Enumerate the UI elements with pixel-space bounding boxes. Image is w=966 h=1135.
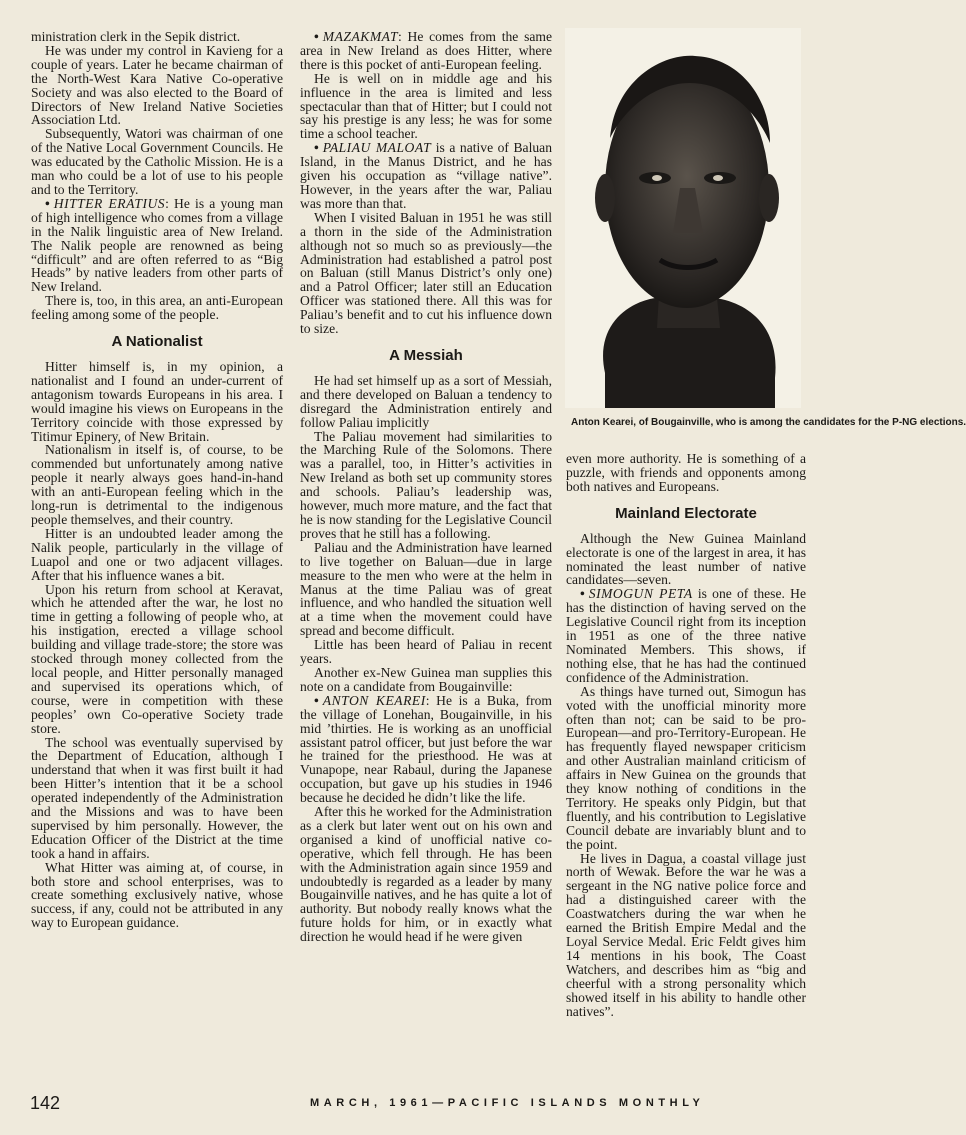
candidate-name: MAZAKMAT [322, 29, 399, 44]
paragraph: ministration clerk in the Sepik district. [31, 29, 241, 44]
running-head: MARCH, 1961—PACIFIC ISLANDS MONTHLY [310, 1097, 705, 1109]
candidate-name: HITTER ERATIUS [53, 195, 166, 211]
paragraph: Nationalism in itself is, of course, to be commended but unfortunately among native people it nearly always goes hand-in-hand with an anti-European feeling which in the long-run is detrimental to the indigenous people themselves, and their country. [31, 442, 283, 527]
paragraph-simogun-peta [566, 587, 806, 684]
paragraph: Another ex-New Guinea man supplies this note on a candidate from Bougainville: [300, 664, 552, 694]
portrait-photo [565, 28, 801, 408]
paragraph: He was under my control in Kavieng for a couple of years. Later he became chairman of the North-West Kara Native Co-operative Society and was also elected to the Board of Directors of New Ireland Native Societies Association Ltd. [31, 42, 283, 128]
page-footer [0, 1093, 801, 1117]
bullet-icon: • [314, 29, 319, 44]
paragraph: Although the New Guinea Mainland electorate is one of the largest in area, it has nominated the least number of native candidates—seven. [566, 530, 806, 588]
paragraph: What Hitter was aiming at, of course, in both store and school enterprises, was to create something exclusively native, whose success, if any, could not be attributed in any way to European guidance. [31, 859, 283, 931]
paragraph: He is well on in middle age and his influence in the area is limited and less spectacular than that of Hitter; but I could not say his prestige is any less; he was for some time a school teacher. [300, 70, 552, 142]
section-heading: A Messiah [389, 346, 463, 364]
portrait-image [565, 28, 801, 408]
candidate-text: : He is a Buka, from the village of Lonehan, Bougainville, in his mid ’thirties. He is working as an unofficial assistant patrol officer, but just before the war he trained for the priesthood. He was at Vunapope, near Rabaul, during the Japanese occupation, but gave up his studies in 1946 because he decided he didn’t like the life. [300, 692, 552, 806]
paragraph: Paliau and the Administration have learned to live together on Baluan—due in large measure to the men who were at the helm in Manus at the time Paliau was of great influence, and who handled the situation well at a time when the movement could have spread and become difficult. [300, 539, 552, 639]
paragraph: The Paliau movement had similarities to the Marching Rule of the Solomons. There was a parallel, too, in Hitter’s activities in New Ireland as both set up community stores and schools. Paliau’s leadership was, however, much more mature, and the fact that he is now standing for the Legislative Council proves that he still has a following. [300, 428, 552, 541]
paragraph: There is, too, in this area, an anti-European feeling among some of the people. [31, 293, 283, 323]
paragraph: The school was eventually supervised by the Department of Education, although I understand that when it was first built it had been Hitter’s intention that it be a school operated independently of the Administration and the Missions and was to have been supervised by him personally. However, the Education Officer of the District at the time took a hand in affairs. [31, 734, 283, 861]
paragraph: He lives in Dagua, a coastal village just north of Wewak. Before the war he was a sergeant in the NG native police force and had a distinguished career with the Coastwatchers during the war when he earned the British Empire Medal and the Loyal Service Medal. Eric Feldt gives him 14 mentions in his book, The Coast Watchers, and describes him as “big and cheerful with a strong personality which showed itself in his ability to handle other natives”. [566, 850, 806, 1019]
candidate-name: ANTON KEAREI [322, 692, 426, 708]
paragraph: When I visited Baluan in 1951 he was still a thorn in the side of the Administration although not so much so as previously—the Administration had established a patrol post on Baluan (still Manus District’s only one) and a Patrol Officer; later still an Education Officer was stationed there. All this was for Paliau’s benefit and to cut his influence down to size. [300, 209, 552, 337]
paragraph: Subsequently, Watori was chairman of one of the Native Local Government Councils. He was educated by the Catholic Mission. He is a man who could be a lot of use to his people and to the Territory. [31, 126, 283, 197]
section-heading: Mainland Electorate [615, 504, 757, 522]
column-right [566, 452, 806, 1018]
paragraph: Upon his return from school at Keravat, which he attended after the war, he lost no time in getting a following of people who, at his instigation, erected a village school building and village trade-store; the store was stocked through money collected from the local people, and Hitter personally managed and supervised its operations which, of course, were in competition with these peoples’ own Co-operative Society trade store. [31, 581, 283, 736]
candidate-text: : He comes from the same area in New Ireland as does Hitter, where there is this pocket of anti-European feeling. [300, 29, 552, 72]
candidate-text: is a native of Baluan Island, in the Manus District, and he has given his occupation as “village native”. However, in the years after the war, Paliau was more than that. [300, 140, 552, 211]
paragraph: Hitter himself is, in my opinion, a nationalist and I found an under-current of antagonism towards Europeans in his area. I would imagine his views on Europeans in the Territory coincide with those expressed by Titimur Epinery, of New Britain. [31, 359, 283, 444]
candidate-text: is one of these. He has the distinction of having served on the Legislative Council right from its inception in 1951 as one of the three native Nominated Members. This shows, if nothing else, that he has had the continued confidence of the Administration. [566, 586, 806, 685]
column-middle [300, 30, 552, 944]
column-left [31, 30, 283, 930]
paragraph: Hitter is an undoubted leader among the Nalik people, particularly in the village of Luapol and one or two adjacent villages. After that his influence wanes a bit. [31, 525, 283, 583]
paragraph: He had set himself up as a sort of Messiah, and there developed on Baluan a tendency to disregard the Administration entirely and follow Paliau implicitly [300, 372, 552, 430]
paragraph: After this he worked for the Administration as a clerk but later went out on his own and organised a kind of unofficial native co-operative, which fell through. He has been with the Administration again since 1959 and undoubtedly is regarded as a leader by many Bougainville natives, and he has quite a lot of authority. But nobody really knows what the future holds for him, or in exactly what direction he would head if he were given [300, 804, 552, 945]
paragraph-anton-kearei [300, 694, 552, 805]
photo-caption: Anton Kearei, of Bougainville, who is among the candidates for the P-NG elections. [571, 417, 966, 428]
bullet-icon: • [314, 692, 319, 708]
paragraph-hitter-eratius [31, 197, 283, 294]
section-heading: A Nationalist [111, 333, 203, 351]
candidate-name: PALIAU MALOAT [322, 140, 432, 156]
candidate-name: SIMOGUN PETA [588, 586, 693, 602]
paragraph-mazakmat [300, 30, 552, 72]
candidate-text: : He is a young man of high intelligence who comes from a village in the Nalik linguistic area of New Ireland. The Nalik people are renowned as being “difficult” and are often referred to as “Big Heads” by native leaders from other parts of New Ireland. [31, 195, 284, 295]
paragraph: Little has been heard of Paliau in recent years. [300, 637, 552, 667]
bullet-icon: • [314, 140, 319, 156]
paragraph-paliau-maloat [300, 141, 552, 211]
paragraph: even more authority. He is something of a puzzle, with friends and opponents among both natives and Europeans. [566, 451, 806, 494]
bullet-icon: • [45, 195, 50, 211]
bullet-icon: • [580, 586, 585, 602]
paragraph: As things have turned out, Simogun has voted with the unofficial minority more often than not; can be said to be pro-European—and pro-Territory-European. He has frequently flayed newspaper criticism and other Australian mainland criticism of affairs in New Guinea on the grounds that they know nothing of conditions in the Territory. He speaks only Pidgin, but that fluently, and his contribution to Legislative Council debate are invariably blunt and to the point. [566, 683, 806, 852]
page-number: 142 [30, 1093, 61, 1113]
